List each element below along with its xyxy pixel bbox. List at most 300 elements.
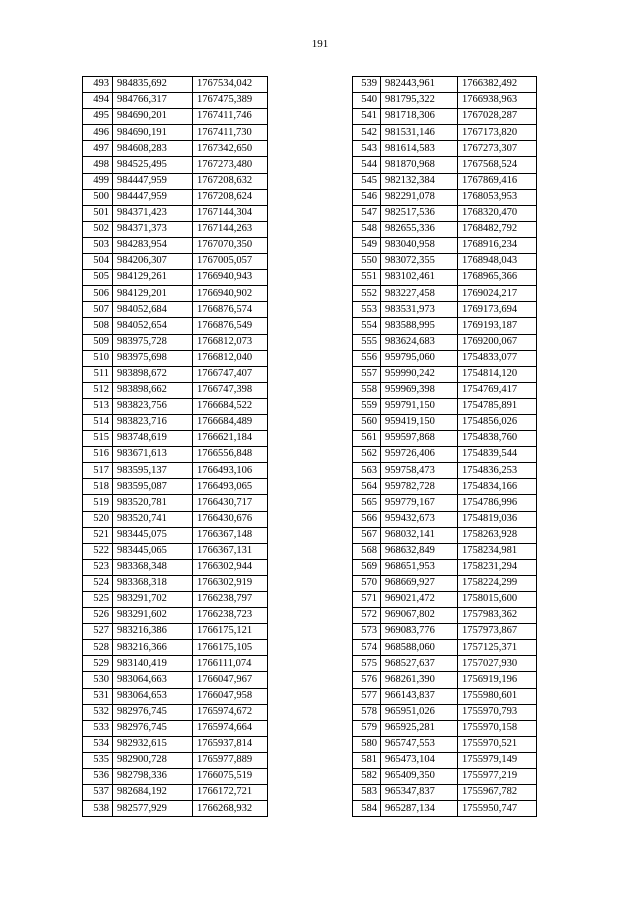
table-row [353, 720, 537, 736]
table-row [353, 608, 537, 624]
x-coordinate-cell: 965347,837 [381, 785, 458, 801]
point-number-cell: 572 [353, 608, 381, 624]
table-row [83, 527, 268, 543]
point-number-cell: 559 [353, 398, 381, 414]
table-row [83, 334, 268, 350]
y-coordinate-cell: 1768916,234 [458, 237, 537, 253]
point-number-cell: 554 [353, 318, 381, 334]
point-number-cell: 542 [353, 125, 381, 141]
x-coordinate-cell: 968588,060 [381, 640, 458, 656]
x-coordinate-cell: 959779,167 [381, 495, 458, 511]
y-coordinate-cell: 1766268,932 [193, 801, 268, 817]
y-coordinate-cell: 1765977,889 [193, 752, 268, 768]
x-coordinate-cell: 983291,602 [113, 608, 193, 624]
y-coordinate-cell: 1768320,470 [458, 205, 537, 221]
table-row [353, 640, 537, 656]
point-number-cell: 528 [83, 640, 113, 656]
y-coordinate-cell: 1766302,944 [193, 559, 268, 575]
y-coordinate-cell: 1757983,362 [458, 608, 537, 624]
y-coordinate-cell: 1755980,601 [458, 688, 537, 704]
x-coordinate-cell: 965951,026 [381, 704, 458, 720]
x-coordinate-cell: 965287,134 [381, 801, 458, 817]
y-coordinate-cell: 1767568,524 [458, 157, 537, 173]
table-row [353, 414, 537, 430]
table-row [353, 125, 537, 141]
table-row [83, 205, 268, 221]
table-row [83, 254, 268, 270]
x-coordinate-cell: 983624,683 [381, 334, 458, 350]
y-coordinate-cell: 1766075,519 [193, 769, 268, 785]
table-row [353, 205, 537, 221]
y-coordinate-cell: 1756919,196 [458, 672, 537, 688]
x-coordinate-cell: 982291,078 [381, 189, 458, 205]
x-coordinate-cell: 983595,137 [113, 463, 193, 479]
table-row [83, 286, 268, 302]
y-coordinate-cell: 1754814,120 [458, 366, 537, 382]
point-number-cell: 558 [353, 382, 381, 398]
table-row [83, 704, 268, 720]
x-coordinate-cell: 959419,150 [381, 414, 458, 430]
table-row [353, 318, 537, 334]
point-number-cell: 552 [353, 286, 381, 302]
table-row [353, 769, 537, 785]
y-coordinate-cell: 1766812,073 [193, 334, 268, 350]
point-number-cell: 518 [83, 479, 113, 495]
point-number-cell: 530 [83, 672, 113, 688]
x-coordinate-cell: 968032,141 [381, 527, 458, 543]
table-row [83, 720, 268, 736]
x-coordinate-cell: 983898,672 [113, 366, 193, 382]
y-coordinate-cell: 1765937,814 [193, 736, 268, 752]
point-number-cell: 573 [353, 624, 381, 640]
point-number-cell: 520 [83, 511, 113, 527]
x-coordinate-cell: 965409,350 [381, 769, 458, 785]
x-coordinate-cell: 984525,495 [113, 157, 193, 173]
table-row [83, 672, 268, 688]
y-coordinate-cell: 1757027,930 [458, 656, 537, 672]
point-number-cell: 526 [83, 608, 113, 624]
point-number-cell: 570 [353, 575, 381, 591]
x-coordinate-cell: 984283,954 [113, 237, 193, 253]
y-coordinate-cell: 1766812,040 [193, 350, 268, 366]
x-coordinate-cell: 983040,958 [381, 237, 458, 253]
y-coordinate-cell: 1758224,299 [458, 575, 537, 591]
point-number-cell: 521 [83, 527, 113, 543]
table-row [83, 350, 268, 366]
point-number-cell: 574 [353, 640, 381, 656]
y-coordinate-cell: 1754836,253 [458, 463, 537, 479]
point-number-cell: 510 [83, 350, 113, 366]
point-number-cell: 514 [83, 414, 113, 430]
point-number-cell: 556 [353, 350, 381, 366]
x-coordinate-cell: 984447,959 [113, 189, 193, 205]
y-coordinate-cell: 1766493,065 [193, 479, 268, 495]
point-number-cell: 534 [83, 736, 113, 752]
page-number: 191 [311, 38, 329, 50]
table-row [83, 366, 268, 382]
table-row [83, 688, 268, 704]
x-coordinate-cell: 981531,146 [381, 125, 458, 141]
table-row [83, 495, 268, 511]
y-coordinate-cell: 1767070,350 [193, 237, 268, 253]
y-coordinate-cell: 1757973,867 [458, 624, 537, 640]
table-row [353, 237, 537, 253]
y-coordinate-cell: 1766493,106 [193, 463, 268, 479]
point-number-cell: 545 [353, 173, 381, 189]
table-row [353, 495, 537, 511]
point-number-cell: 549 [353, 237, 381, 253]
table-row [353, 447, 537, 463]
table-row [353, 334, 537, 350]
point-number-cell: 529 [83, 656, 113, 672]
table-row [353, 575, 537, 591]
point-number-cell: 502 [83, 221, 113, 237]
table-row [83, 414, 268, 430]
table-row [83, 270, 268, 286]
x-coordinate-cell: 983216,386 [113, 624, 193, 640]
x-coordinate-cell: 983216,366 [113, 640, 193, 656]
point-number-cell: 547 [353, 205, 381, 221]
point-number-cell: 576 [353, 672, 381, 688]
table-row [83, 382, 268, 398]
table-row [83, 463, 268, 479]
point-number-cell: 508 [83, 318, 113, 334]
table-row [83, 785, 268, 801]
coordinates-table-right [352, 76, 537, 817]
point-number-cell: 580 [353, 736, 381, 752]
table-row [353, 736, 537, 752]
y-coordinate-cell: 1766367,148 [193, 527, 268, 543]
x-coordinate-cell: 983064,663 [113, 672, 193, 688]
y-coordinate-cell: 1758015,600 [458, 592, 537, 608]
x-coordinate-cell: 982684,192 [113, 785, 193, 801]
x-coordinate-cell: 982798,336 [113, 769, 193, 785]
point-number-cell: 496 [83, 125, 113, 141]
point-number-cell: 548 [353, 221, 381, 237]
point-number-cell: 493 [83, 77, 113, 93]
x-coordinate-cell: 983823,756 [113, 398, 193, 414]
point-number-cell: 536 [83, 769, 113, 785]
coordinates-table-left [82, 76, 268, 817]
y-coordinate-cell: 1766175,105 [193, 640, 268, 656]
x-coordinate-cell: 984766,317 [113, 93, 193, 109]
table-row [83, 592, 268, 608]
y-coordinate-cell: 1755950,747 [458, 801, 537, 817]
y-coordinate-cell: 1768482,792 [458, 221, 537, 237]
table-row [83, 736, 268, 752]
y-coordinate-cell: 1766684,522 [193, 398, 268, 414]
y-coordinate-cell: 1769173,694 [458, 302, 537, 318]
x-coordinate-cell: 983898,662 [113, 382, 193, 398]
y-coordinate-cell: 1755970,521 [458, 736, 537, 752]
point-number-cell: 544 [353, 157, 381, 173]
y-coordinate-cell: 1766876,549 [193, 318, 268, 334]
point-number-cell: 513 [83, 398, 113, 414]
y-coordinate-cell: 1754839,544 [458, 447, 537, 463]
table-row [353, 350, 537, 366]
y-coordinate-cell: 1767411,746 [193, 109, 268, 125]
x-coordinate-cell: 983595,087 [113, 479, 193, 495]
y-coordinate-cell: 1766747,398 [193, 382, 268, 398]
table-body-left [83, 77, 268, 817]
x-coordinate-cell: 965747,553 [381, 736, 458, 752]
point-number-cell: 524 [83, 575, 113, 591]
table-row [83, 109, 268, 125]
x-coordinate-cell: 959990,242 [381, 366, 458, 382]
point-number-cell: 497 [83, 141, 113, 157]
x-coordinate-cell: 984690,191 [113, 125, 193, 141]
x-coordinate-cell: 983102,461 [381, 270, 458, 286]
y-coordinate-cell: 1757125,371 [458, 640, 537, 656]
x-coordinate-cell: 982517,536 [381, 205, 458, 221]
x-coordinate-cell: 984129,261 [113, 270, 193, 286]
y-coordinate-cell: 1758263,928 [458, 527, 537, 543]
point-number-cell: 571 [353, 592, 381, 608]
table-row [353, 77, 537, 93]
table-row [83, 125, 268, 141]
x-coordinate-cell: 983140,419 [113, 656, 193, 672]
y-coordinate-cell: 1767173,820 [458, 125, 537, 141]
x-coordinate-cell: 984447,959 [113, 173, 193, 189]
y-coordinate-cell: 1754819,036 [458, 511, 537, 527]
y-coordinate-cell: 1767144,304 [193, 205, 268, 221]
x-coordinate-cell: 983975,728 [113, 334, 193, 350]
table-row [83, 398, 268, 414]
table-row [83, 221, 268, 237]
point-number-cell: 498 [83, 157, 113, 173]
y-coordinate-cell: 1755979,149 [458, 752, 537, 768]
table-body-right [353, 77, 537, 817]
table-row [353, 559, 537, 575]
table-row [353, 93, 537, 109]
point-number-cell: 525 [83, 592, 113, 608]
point-number-cell: 579 [353, 720, 381, 736]
table-row [83, 656, 268, 672]
y-coordinate-cell: 1769200,067 [458, 334, 537, 350]
table-row [83, 173, 268, 189]
x-coordinate-cell: 984371,423 [113, 205, 193, 221]
point-number-cell: 504 [83, 254, 113, 270]
point-number-cell: 546 [353, 189, 381, 205]
y-coordinate-cell: 1768948,043 [458, 254, 537, 270]
point-number-cell: 551 [353, 270, 381, 286]
x-coordinate-cell: 983064,653 [113, 688, 193, 704]
y-coordinate-cell: 1754833,077 [458, 350, 537, 366]
table-row [353, 270, 537, 286]
table-row [353, 302, 537, 318]
y-coordinate-cell: 1769024,217 [458, 286, 537, 302]
x-coordinate-cell: 984052,684 [113, 302, 193, 318]
x-coordinate-cell: 983445,075 [113, 527, 193, 543]
table-row [353, 431, 537, 447]
point-number-cell: 519 [83, 495, 113, 511]
x-coordinate-cell: 983671,613 [113, 447, 193, 463]
table-row [353, 672, 537, 688]
point-number-cell: 539 [353, 77, 381, 93]
x-coordinate-cell: 968669,927 [381, 575, 458, 591]
y-coordinate-cell: 1754786,996 [458, 495, 537, 511]
y-coordinate-cell: 1769193,187 [458, 318, 537, 334]
x-coordinate-cell: 984206,307 [113, 254, 193, 270]
y-coordinate-cell: 1766172,721 [193, 785, 268, 801]
point-number-cell: 583 [353, 785, 381, 801]
table-row [353, 511, 537, 527]
table-row [83, 801, 268, 817]
table-row [83, 769, 268, 785]
y-coordinate-cell: 1766940,902 [193, 286, 268, 302]
table-row [83, 431, 268, 447]
x-coordinate-cell: 981795,322 [381, 93, 458, 109]
table-row [83, 640, 268, 656]
table-row [353, 479, 537, 495]
x-coordinate-cell: 965473,104 [381, 752, 458, 768]
point-number-cell: 538 [83, 801, 113, 817]
point-number-cell: 522 [83, 543, 113, 559]
x-coordinate-cell: 983368,318 [113, 575, 193, 591]
point-number-cell: 543 [353, 141, 381, 157]
point-number-cell: 582 [353, 769, 381, 785]
x-coordinate-cell: 983520,781 [113, 495, 193, 511]
x-coordinate-cell: 981614,583 [381, 141, 458, 157]
x-coordinate-cell: 984052,654 [113, 318, 193, 334]
x-coordinate-cell: 959969,398 [381, 382, 458, 398]
x-coordinate-cell: 959791,150 [381, 398, 458, 414]
point-number-cell: 557 [353, 366, 381, 382]
point-number-cell: 500 [83, 189, 113, 205]
point-number-cell: 501 [83, 205, 113, 221]
table-row [83, 189, 268, 205]
point-number-cell: 541 [353, 109, 381, 125]
y-coordinate-cell: 1768053,953 [458, 189, 537, 205]
x-coordinate-cell: 969067,802 [381, 608, 458, 624]
point-number-cell: 533 [83, 720, 113, 736]
x-coordinate-cell: 983531,973 [381, 302, 458, 318]
y-coordinate-cell: 1754856,026 [458, 414, 537, 430]
point-number-cell: 581 [353, 752, 381, 768]
table-row [83, 447, 268, 463]
x-coordinate-cell: 982132,384 [381, 173, 458, 189]
point-number-cell: 550 [353, 254, 381, 270]
y-coordinate-cell: 1766302,919 [193, 575, 268, 591]
table-row [353, 688, 537, 704]
table-row [83, 141, 268, 157]
table-row [83, 624, 268, 640]
table-row [353, 543, 537, 559]
point-number-cell: 553 [353, 302, 381, 318]
x-coordinate-cell: 959432,673 [381, 511, 458, 527]
x-coordinate-cell: 983227,458 [381, 286, 458, 302]
x-coordinate-cell: 984835,692 [113, 77, 193, 93]
point-number-cell: 568 [353, 543, 381, 559]
y-coordinate-cell: 1766876,574 [193, 302, 268, 318]
table-row [83, 302, 268, 318]
y-coordinate-cell: 1766111,074 [193, 656, 268, 672]
y-coordinate-cell: 1754785,891 [458, 398, 537, 414]
x-coordinate-cell: 983588,995 [381, 318, 458, 334]
y-coordinate-cell: 1767475,389 [193, 93, 268, 109]
x-coordinate-cell: 982900,728 [113, 752, 193, 768]
table-row [353, 624, 537, 640]
point-number-cell: 535 [83, 752, 113, 768]
point-number-cell: 564 [353, 479, 381, 495]
y-coordinate-cell: 1765974,664 [193, 720, 268, 736]
point-number-cell: 506 [83, 286, 113, 302]
table-row [353, 157, 537, 173]
table-row [353, 801, 537, 817]
y-coordinate-cell: 1767869,416 [458, 173, 537, 189]
table-row [353, 592, 537, 608]
x-coordinate-cell: 983823,716 [113, 414, 193, 430]
table-row [83, 479, 268, 495]
y-coordinate-cell: 1766047,958 [193, 688, 268, 704]
y-coordinate-cell: 1766747,407 [193, 366, 268, 382]
y-coordinate-cell: 1758234,981 [458, 543, 537, 559]
x-coordinate-cell: 982976,745 [113, 720, 193, 736]
table-row [353, 752, 537, 768]
point-number-cell: 565 [353, 495, 381, 511]
x-coordinate-cell: 982443,961 [381, 77, 458, 93]
table-row [83, 93, 268, 109]
x-coordinate-cell: 969021,472 [381, 592, 458, 608]
y-coordinate-cell: 1758231,294 [458, 559, 537, 575]
table-row [83, 575, 268, 591]
y-coordinate-cell: 1766367,131 [193, 543, 268, 559]
y-coordinate-cell: 1766238,797 [193, 592, 268, 608]
x-coordinate-cell: 959795,060 [381, 350, 458, 366]
y-coordinate-cell: 1767273,480 [193, 157, 268, 173]
y-coordinate-cell: 1767273,307 [458, 141, 537, 157]
table-row [353, 286, 537, 302]
y-coordinate-cell: 1766621,184 [193, 431, 268, 447]
point-number-cell: 575 [353, 656, 381, 672]
point-number-cell: 555 [353, 334, 381, 350]
table-row [353, 704, 537, 720]
x-coordinate-cell: 969083,776 [381, 624, 458, 640]
x-coordinate-cell: 959758,473 [381, 463, 458, 479]
x-coordinate-cell: 981718,306 [381, 109, 458, 125]
point-number-cell: 512 [83, 382, 113, 398]
x-coordinate-cell: 968261,390 [381, 672, 458, 688]
x-coordinate-cell: 982655,336 [381, 221, 458, 237]
x-coordinate-cell: 983975,698 [113, 350, 193, 366]
y-coordinate-cell: 1767144,263 [193, 221, 268, 237]
table-row [353, 189, 537, 205]
point-number-cell: 527 [83, 624, 113, 640]
x-coordinate-cell: 984608,283 [113, 141, 193, 157]
table-row [353, 221, 537, 237]
table-row [353, 527, 537, 543]
x-coordinate-cell: 968527,637 [381, 656, 458, 672]
y-coordinate-cell: 1767342,650 [193, 141, 268, 157]
point-number-cell: 560 [353, 414, 381, 430]
y-coordinate-cell: 1767411,730 [193, 125, 268, 141]
point-number-cell: 561 [353, 431, 381, 447]
x-coordinate-cell: 966143,837 [381, 688, 458, 704]
x-coordinate-cell: 983368,348 [113, 559, 193, 575]
x-coordinate-cell: 959782,728 [381, 479, 458, 495]
point-number-cell: 516 [83, 447, 113, 463]
table-row [353, 398, 537, 414]
x-coordinate-cell: 983445,065 [113, 543, 193, 559]
y-coordinate-cell: 1767005,057 [193, 254, 268, 270]
point-number-cell: 523 [83, 559, 113, 575]
x-coordinate-cell: 965925,281 [381, 720, 458, 736]
y-coordinate-cell: 1766047,967 [193, 672, 268, 688]
table-row [83, 237, 268, 253]
y-coordinate-cell: 1755967,782 [458, 785, 537, 801]
table-row [83, 318, 268, 334]
table-row [83, 511, 268, 527]
